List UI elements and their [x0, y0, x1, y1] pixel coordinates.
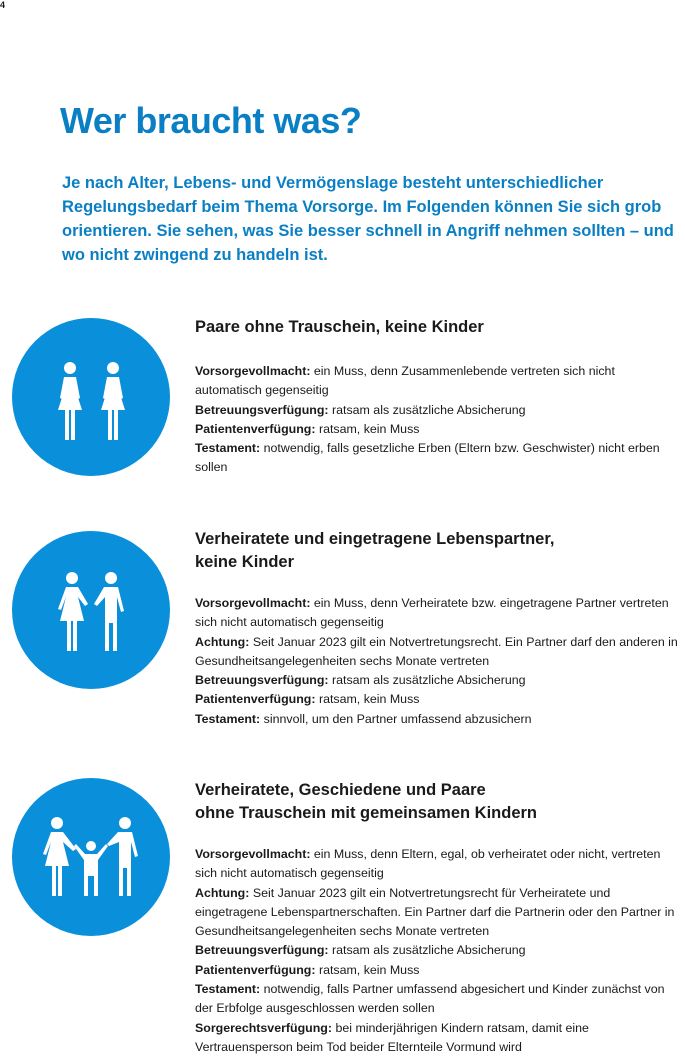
entry-text: Seit Januar 2023 gilt ein Notvertretungsrecht für Verheiratete und eingetragene Lebenspartnerschaften. Ein Partner darf die Partnerin oder den Partner in Gesundheitsangelegenheiten sechs Monate vertreten [195, 885, 675, 939]
entry-testament [195, 710, 685, 729]
entry-betreuungsverfuegung [195, 941, 685, 960]
entry-text: ratsam als zusätzliche Absicherung [332, 943, 526, 958]
unmarried-couple-icon [12, 318, 170, 476]
entry-text: ein Muss, denn Zusammenlebende vertreten sich nicht automatisch gegenseitig [195, 364, 615, 398]
heading-line: Paare ohne Trauschein, keine Kinder [195, 318, 484, 336]
entry-label: Sorgerechtsverfügung: [195, 1020, 333, 1035]
heading-line: Verheiratete und eingetragene Lebenspartner, [195, 530, 555, 548]
entry-patientenverfuegung [195, 690, 685, 709]
entry-betreuungsverfuegung [195, 671, 685, 690]
entry-betreuungsverfuegung [195, 401, 685, 420]
heading-line: keine Kinder [195, 553, 295, 571]
section-heading [195, 779, 537, 825]
entry-patientenverfuegung [195, 961, 685, 980]
section-content [195, 594, 685, 729]
page-number: 4 [0, 0, 6, 10]
entry-label: Betreuungsverfügung: [195, 943, 329, 958]
entry-label: Vorsorgevollmacht: [195, 847, 311, 861]
family-with-child-icon [12, 778, 170, 936]
entry-label: Patientenverfügung: [195, 692, 316, 707]
section-heading [195, 528, 554, 574]
entry-text: ratsam, kein Muss [318, 962, 420, 977]
entry-text: ein Muss, denn Eltern, egal, ob verheiratet oder nicht, vertreten sich nicht automatisch gegenseitig [195, 847, 661, 881]
entry-vorsorgevollmacht [195, 845, 685, 884]
entry-label: Betreuungsverfügung: [195, 402, 329, 417]
entry-label: Vorsorgevollmacht: [195, 364, 311, 378]
entry-sorgerechtsverfuegung [195, 1019, 685, 1057]
entry-text: notwendig, falls gesetzliche Erben (Eltern bzw. Geschwister) nicht erben sollen [195, 441, 660, 475]
entry-text: notwendig, falls Partner umfassend abgesichert und Kinder zunächst von der Erbfolge ausgeschlossen werden sollen [195, 982, 665, 1016]
entry-text: ratsam, kein Muss [318, 421, 420, 436]
intro-text: Je nach Alter, Lebens- und Vermögenslage besteht unterschiedlicher Regelungsbedarf beim Thema Vorsorge. Im Folgenden können Sie sich grob orientieren. Sie sehen, was Sie besser schnell in Angriff nehmen sollten – und wo nicht zwingend zu handeln ist. [62, 174, 674, 264]
entry-label: Testament: [195, 982, 261, 997]
heading-line: Verheiratete, Geschiedene und Paare [195, 781, 486, 799]
section-content [195, 362, 685, 478]
entry-text: sinnvoll, um den Partner umfassend abzusichern [263, 711, 532, 726]
entry-text: ratsam als zusätzliche Absicherung [332, 673, 526, 688]
entry-label: Betreuungsverfügung: [195, 673, 329, 688]
entry-text: Seit Januar 2023 gilt ein Notvertretungsrecht. Ein Partner darf den anderen in Gesundheitsangelegenheiten sechs Monate vertreten [195, 634, 678, 668]
entry-vorsorgevollmacht [195, 362, 685, 401]
entry-label: Testament: [195, 441, 261, 456]
entry-achtung [195, 884, 685, 942]
entry-vorsorgevollmacht [195, 594, 685, 633]
section-heading [195, 316, 484, 339]
heading-line: ohne Trauschein mit gemeinsamen Kindern [195, 804, 537, 822]
entry-achtung [195, 633, 685, 672]
entry-label: Patientenverfügung: [195, 962, 316, 977]
entry-label: Achtung: [195, 885, 250, 900]
entry-label: Testament: [195, 711, 261, 726]
entry-testament [195, 439, 685, 478]
entry-text: bei minderjährigen Kindern ratsam, damit eine Vertrauensperson beim Tod beider Elternteile Vormund wird [195, 1020, 589, 1054]
entry-testament [195, 980, 685, 1019]
entry-text: ratsam als zusätzliche Absicherung [332, 402, 526, 417]
entry-label: Achtung: [195, 634, 250, 649]
entry-patientenverfuegung [195, 420, 685, 439]
entry-label: Patientenverfügung: [195, 421, 316, 436]
entry-label: Vorsorgevollmacht: [195, 596, 311, 610]
section-content [195, 845, 685, 1057]
married-couple-icon [12, 531, 170, 689]
entry-text: ratsam, kein Muss [318, 692, 420, 707]
page-title: Wer braucht was? [60, 100, 362, 141]
entry-text: ein Muss, denn Verheiratete bzw. eingetragene Partner vertreten sich nicht automatisch gegenseitig [195, 596, 669, 630]
